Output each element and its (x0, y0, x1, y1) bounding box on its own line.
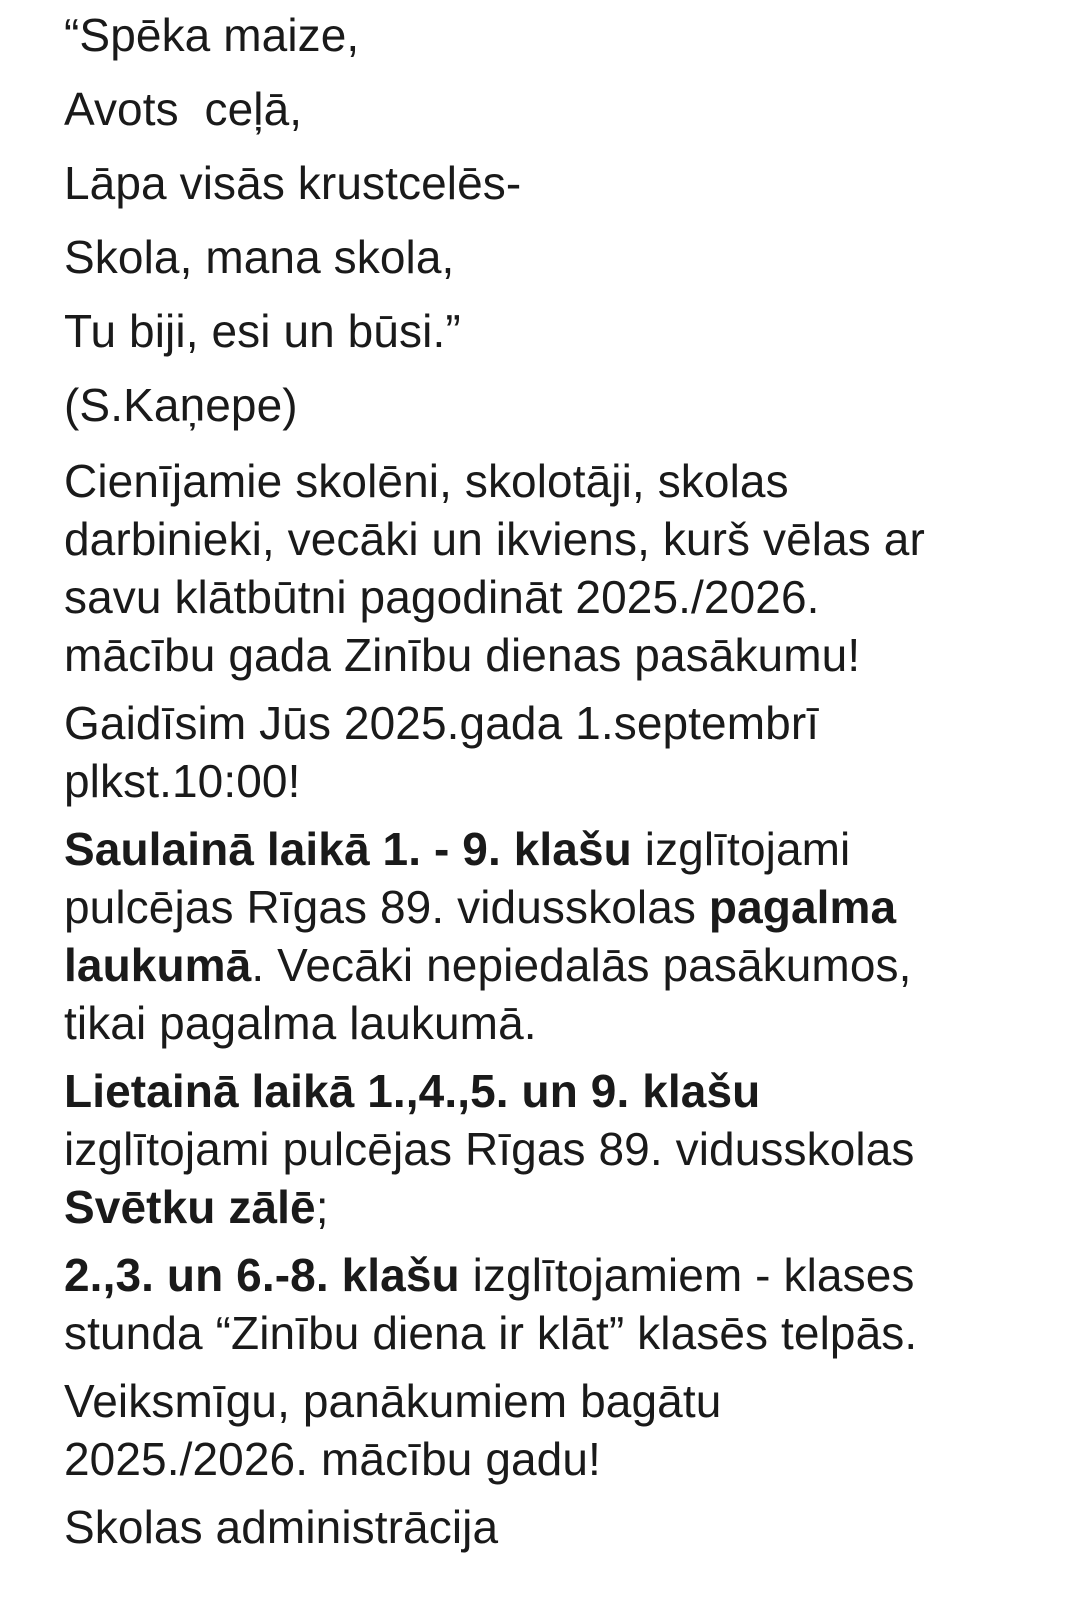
poem-author: (S.Kaņepe) (64, 379, 298, 431)
sunny-line: tikai pagalma laukumā. (64, 997, 537, 1049)
wishes-line: 2025./2026. mācību gadu! (64, 1433, 601, 1485)
greeting-line: Cienījamie skolēni, skolotāji, skolas (64, 455, 789, 507)
rainy-line (64, 1178, 1064, 1236)
poem-line: Skola, mana skola, (64, 231, 455, 283)
sunny-text: izglītojami (631, 823, 851, 875)
announcement-document (64, 8, 1064, 1566)
sunny-place: laukumā (64, 939, 252, 991)
wishes-line: Veiksmīgu, panākumiem bagātu (64, 1375, 722, 1427)
classes-line (64, 1246, 1064, 1304)
classes-text: izglītojamiem - klases (459, 1249, 915, 1301)
sunny-weather-paragraph (64, 820, 1064, 1052)
rainy-line (64, 1062, 1064, 1120)
rainy-place: Svētku zālē (64, 1181, 316, 1233)
sunny-place: pagalma (708, 881, 897, 933)
rainy-weather-paragraph (64, 1062, 1064, 1236)
greeting-line: mācību gada Zinību dienas pasākumu! (64, 629, 861, 681)
invitation-line: Gaidīsim Jūs 2025.gada 1.septembrī (64, 697, 820, 749)
classes-lead: 2.,3. un 6.-8. klašu (64, 1249, 460, 1301)
sunny-line (64, 820, 1064, 878)
rainy-lead: Lietainā laikā 1.,4.,5. un 9. klašu (64, 1065, 761, 1117)
sunny-lead: Saulainā laikā 1. - 9. klašu (64, 823, 632, 875)
poem-line: Avots ceļā, (64, 83, 303, 135)
poem-line: “Spēka maize, (64, 9, 360, 61)
sunny-line (64, 878, 1064, 936)
poem (64, 8, 1064, 438)
signature: Skolas administrācija (64, 1501, 499, 1553)
poem-line: Lāpa visās krustcelēs- (64, 157, 522, 209)
sunny-text: pulcējas Rīgas 89. vidusskolas (64, 881, 709, 933)
poem-line: Tu biji, esi un būsi.” (64, 305, 461, 357)
invitation-paragraph (64, 694, 1064, 810)
rainy-line: izglītojami pulcējas Rīgas 89. vidusskolas (64, 1123, 915, 1175)
rainy-text: ; (315, 1181, 329, 1233)
greeting-line: savu klātbūtni pagodināt 2025./2026. (64, 571, 820, 623)
greeting-paragraph (64, 452, 1064, 684)
sunny-line (64, 936, 1064, 994)
invitation-line: plkst.10:00! (64, 755, 301, 807)
sunny-text: . Vecāki nepiedalās pasākumos, (251, 939, 912, 991)
wishes-paragraph (64, 1372, 1064, 1488)
classes-line: stunda “Zinību diena ir klāt” klasēs telpās. (64, 1307, 918, 1359)
classes-paragraph (64, 1246, 1064, 1362)
greeting-line: darbinieki, vecāki un ikviens, kurš vēlas ar (64, 513, 925, 565)
